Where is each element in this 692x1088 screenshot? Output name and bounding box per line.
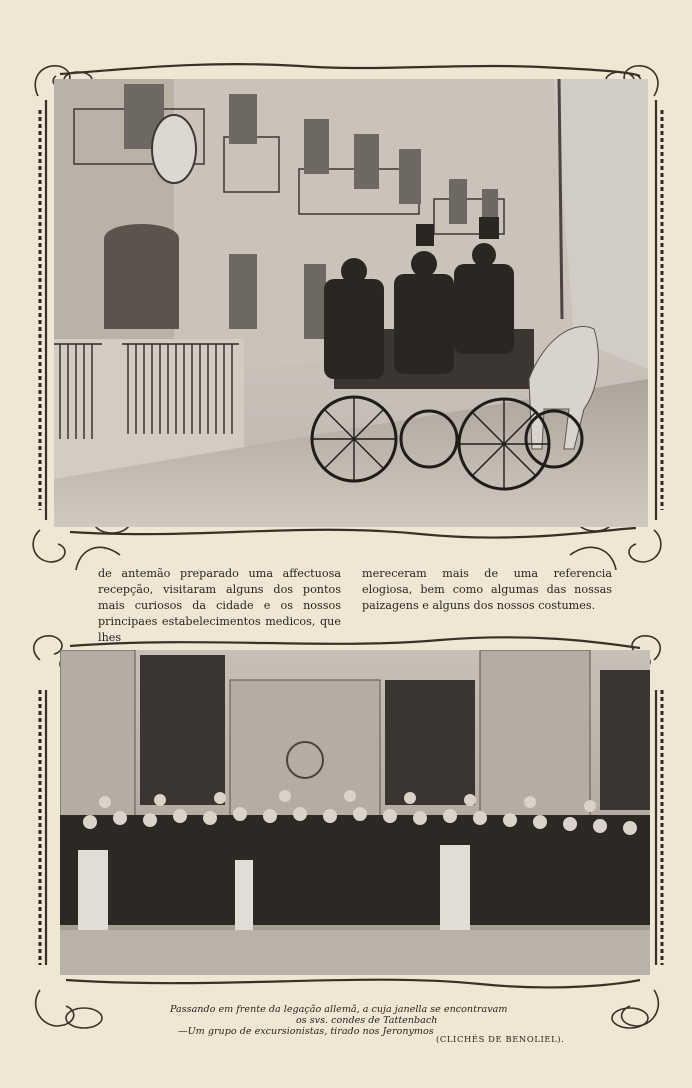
caption-line-1: Passando em frente da legação allemã, a cuja janella se encontravam — [170, 1004, 508, 1015]
article-column-left — [98, 566, 341, 646]
caption-line-2: os svs. condes de Tattenbach — [296, 1015, 438, 1026]
article-paragraph-left: de antemão preparado uma affectuosa recepção, visitaram alguns dos pontos mais curiosos da cidade e os nossos principaes estabelecimentos medicos, que lhes — [98, 567, 341, 644]
photo-credit: (CLICHÉS DE BENOLIEL). — [436, 1034, 565, 1044]
photo-caption — [170, 1004, 590, 1037]
caption-line-3: —Um grupo de excursionistas, tirado nos Jeronymos — [178, 1026, 434, 1037]
legation-carriage-photo — [54, 79, 648, 527]
article-paragraph-right: mereceram mais de uma referencia elogiosa, bem como algumas das nossas paizagens e alguns dos nossos costumes. — [362, 567, 612, 612]
article-column-right — [362, 566, 612, 614]
excursionists-group-photo — [60, 650, 650, 975]
